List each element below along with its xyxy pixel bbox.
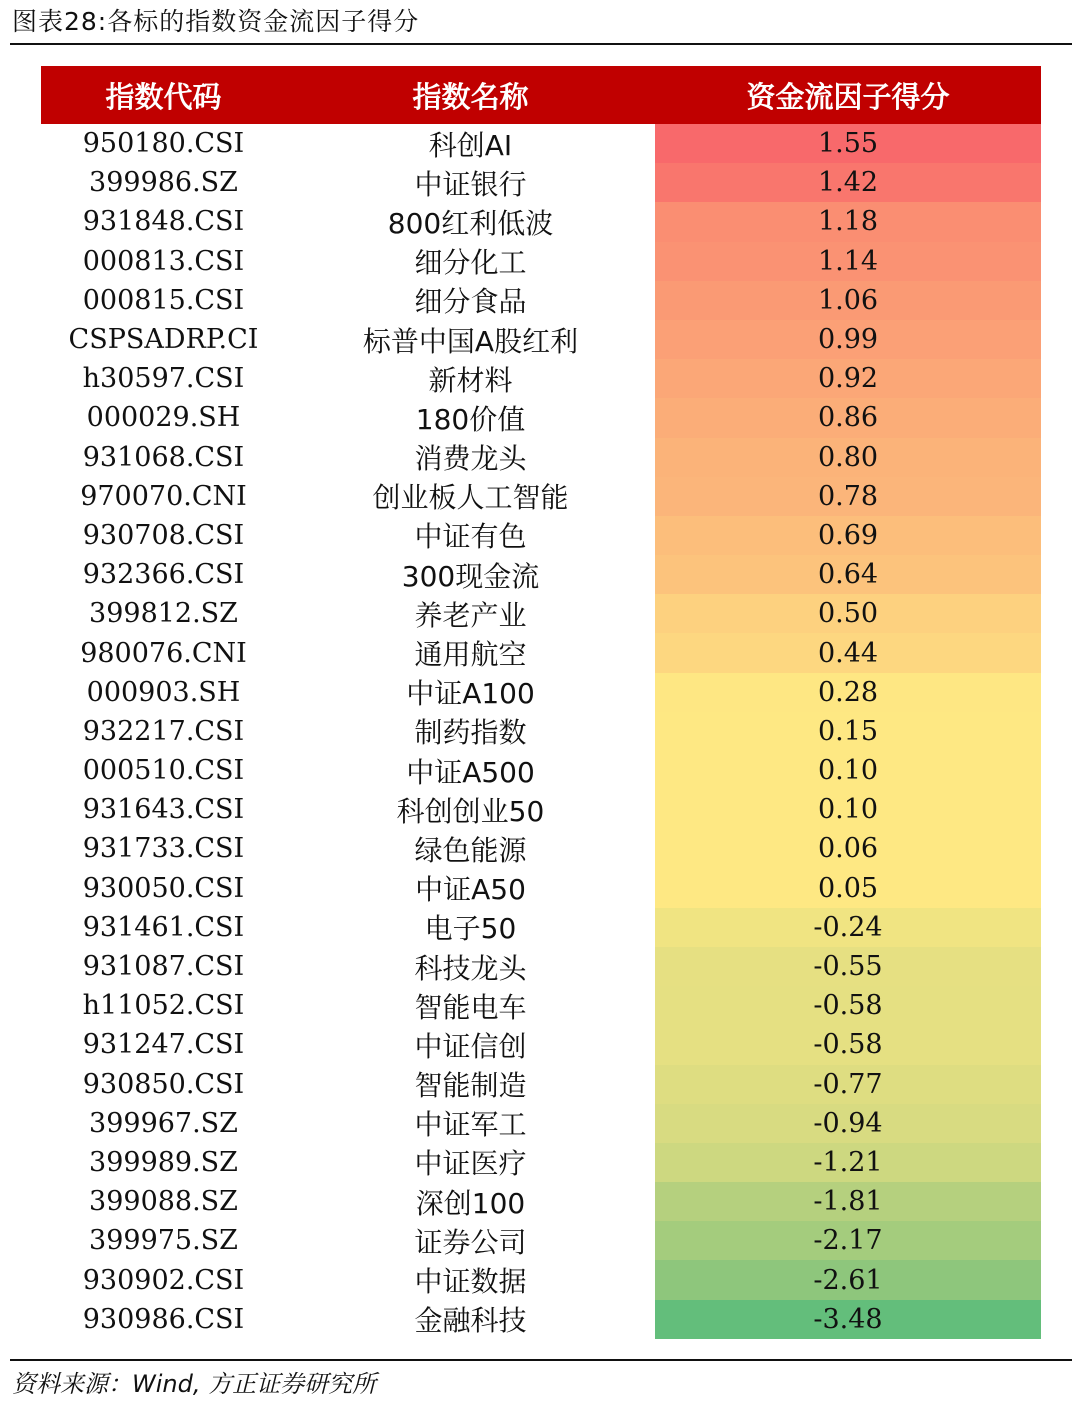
score-cell: 0.10 [655, 751, 1041, 790]
table-row [41, 202, 1041, 241]
index-code-cell: 399989.SZ [89, 1146, 238, 1178]
index-code-cell: 399967.SZ [89, 1107, 238, 1139]
table-row [41, 986, 1041, 1025]
table-header [41, 66, 1041, 124]
index-code-cell: 000510.CSI [82, 755, 245, 787]
index-name-cell: 中证数据 [414, 1265, 527, 1299]
index-name-cell: 180价值 [415, 402, 526, 436]
score-cell: -0.58 [655, 1025, 1041, 1064]
index-code-cell: h30597.CSI [82, 363, 245, 395]
index-code-cell: 931068.CSI [82, 441, 245, 473]
table-row [41, 163, 1041, 202]
index-code-cell: 399986.SZ [89, 167, 238, 199]
index-code-cell: 931643.CSI [82, 794, 245, 826]
table-row [41, 124, 1041, 163]
index-code-cell: 399812.SZ [89, 598, 238, 630]
score-cell: -0.24 [655, 908, 1041, 947]
index-name-cell: 科创创业50 [396, 794, 545, 828]
header-index-code: 指数代码 [105, 79, 222, 114]
index-code-cell: 932217.CSI [82, 715, 245, 747]
index-code-cell: 000029.SH [86, 402, 241, 434]
table-row [41, 594, 1041, 633]
top-rule [10, 43, 1072, 45]
score-cell: 1.06 [655, 281, 1041, 320]
score-cell: 0.69 [655, 516, 1041, 555]
index-code-cell: h11052.CSI [82, 990, 245, 1022]
index-name-cell: 800红利低波 [387, 206, 554, 240]
factor-score-table [41, 66, 1041, 1339]
figure-title: 图表28:各标的指数资金流因子得分 [12, 7, 420, 36]
score-cell: -3.48 [655, 1300, 1041, 1339]
table-row [41, 359, 1041, 398]
index-name-cell: 中证医疗 [414, 1147, 527, 1181]
table-row [41, 1182, 1041, 1221]
score-cell: 0.86 [655, 398, 1041, 437]
index-name-cell: 中证信创 [414, 1029, 527, 1063]
score-cell: -2.61 [655, 1260, 1041, 1299]
index-name-cell: 消费龙头 [414, 442, 527, 476]
index-name-cell: 中证银行 [414, 167, 527, 201]
index-code-cell: 930986.CSI [82, 1303, 245, 1335]
score-cell: 0.99 [655, 320, 1041, 359]
index-name-cell: 中证A50 [415, 873, 526, 907]
score-cell: 0.10 [655, 790, 1041, 829]
table-row [41, 1221, 1041, 1260]
index-name-cell: 中证有色 [414, 520, 527, 554]
index-name-cell: 证券公司 [414, 1225, 527, 1259]
index-name-cell: 制药指数 [414, 716, 527, 750]
score-cell: 0.15 [655, 712, 1041, 751]
score-cell: -0.94 [655, 1104, 1041, 1143]
index-name-cell: 金融科技 [414, 1304, 527, 1338]
score-cell: 0.06 [655, 829, 1041, 868]
index-name-cell: 深创100 [415, 1186, 526, 1220]
table-row [41, 1025, 1041, 1064]
index-code-cell: 950180.CSI [82, 128, 245, 160]
index-code-cell: 930050.CSI [82, 872, 245, 904]
table-body [41, 124, 1041, 1339]
table-row [41, 712, 1041, 751]
header-fund-flow-score: 资金流因子得分 [746, 79, 950, 114]
score-cell: -2.17 [655, 1221, 1041, 1260]
score-cell: 1.42 [655, 163, 1041, 202]
score-cell: -0.58 [655, 986, 1041, 1025]
table-row [41, 751, 1041, 790]
table-row [41, 1260, 1041, 1299]
score-cell: 1.14 [655, 242, 1041, 281]
table-row [41, 1104, 1041, 1143]
index-code-cell: 930850.CSI [82, 1068, 245, 1100]
index-code-cell: 931733.CSI [82, 833, 245, 865]
index-code-cell: 932366.CSI [82, 559, 245, 591]
score-cell: 0.80 [655, 438, 1041, 477]
index-code-cell: 930902.CSI [82, 1264, 245, 1296]
index-name-cell: 智能电车 [414, 990, 527, 1024]
score-cell: -0.77 [655, 1065, 1041, 1104]
index-code-cell: CSPSADRP.CI [68, 324, 259, 356]
index-code-cell: 931461.CSI [82, 911, 245, 943]
index-code-cell: 931848.CSI [82, 206, 245, 238]
score-cell: -0.55 [655, 947, 1041, 986]
table-row [41, 281, 1041, 320]
table-row [41, 438, 1041, 477]
score-cell: 0.44 [655, 633, 1041, 672]
index-code-cell: 970070.CNI [80, 480, 247, 512]
index-name-cell: 科创AI [428, 128, 513, 162]
score-cell: 0.05 [655, 869, 1041, 908]
index-name-cell: 300现金流 [401, 559, 540, 593]
table-row [41, 1300, 1041, 1339]
index-name-cell: 中证军工 [414, 1108, 527, 1142]
header-index-name: 指数名称 [412, 79, 529, 114]
table-row [41, 242, 1041, 281]
table-row [41, 947, 1041, 986]
table-row [41, 1143, 1041, 1182]
table-row [41, 869, 1041, 908]
score-cell: 1.55 [655, 124, 1041, 163]
index-name-cell: 标普中国A股红利 [362, 324, 579, 358]
table-row [41, 320, 1041, 359]
score-cell: 0.50 [655, 594, 1041, 633]
score-cell: 0.92 [655, 359, 1041, 398]
bottom-rule [10, 1359, 1072, 1361]
index-code-cell: 000813.CSI [82, 245, 245, 277]
index-name-cell: 通用航空 [414, 638, 527, 672]
index-name-cell: 养老产业 [414, 598, 527, 632]
score-cell: -1.81 [655, 1182, 1041, 1221]
source-note: 资料来源：Wind, 方正证券研究所 [12, 1370, 377, 1398]
score-cell: 0.28 [655, 673, 1041, 712]
index-name-cell: 中证A100 [406, 677, 535, 711]
index-code-cell: 399088.SZ [89, 1186, 238, 1218]
index-code-cell: 931087.CSI [82, 951, 245, 983]
index-code-cell: 931247.CSI [82, 1029, 245, 1061]
index-name-cell: 电子50 [424, 912, 517, 946]
table-row [41, 477, 1041, 516]
index-name-cell: 智能制造 [414, 1069, 527, 1103]
table-row [41, 398, 1041, 437]
index-name-cell: 中证A500 [406, 755, 535, 789]
index-code-cell: 000815.CSI [82, 284, 245, 316]
index-code-cell: 980076.CNI [80, 637, 247, 669]
score-cell: 0.78 [655, 477, 1041, 516]
table-row [41, 908, 1041, 947]
score-cell: 1.18 [655, 202, 1041, 241]
score-cell: 0.64 [655, 555, 1041, 594]
index-name-cell: 创业板人工智能 [372, 481, 569, 515]
score-cell: -1.21 [655, 1143, 1041, 1182]
table-row [41, 829, 1041, 868]
index-code-cell: 930708.CSI [82, 519, 245, 551]
index-name-cell: 新材料 [428, 363, 513, 397]
table-row [41, 516, 1041, 555]
table-row [41, 633, 1041, 672]
index-name-cell: 细分化工 [414, 246, 527, 280]
index-name-cell: 绿色能源 [414, 833, 527, 867]
index-code-cell: 399975.SZ [89, 1225, 238, 1257]
index-code-cell: 000903.SH [86, 676, 241, 708]
table-row [41, 673, 1041, 712]
table-row [41, 790, 1041, 829]
table-row [41, 555, 1041, 594]
table-row [41, 1065, 1041, 1104]
index-name-cell: 科技龙头 [414, 951, 527, 985]
index-name-cell: 细分食品 [414, 285, 527, 319]
